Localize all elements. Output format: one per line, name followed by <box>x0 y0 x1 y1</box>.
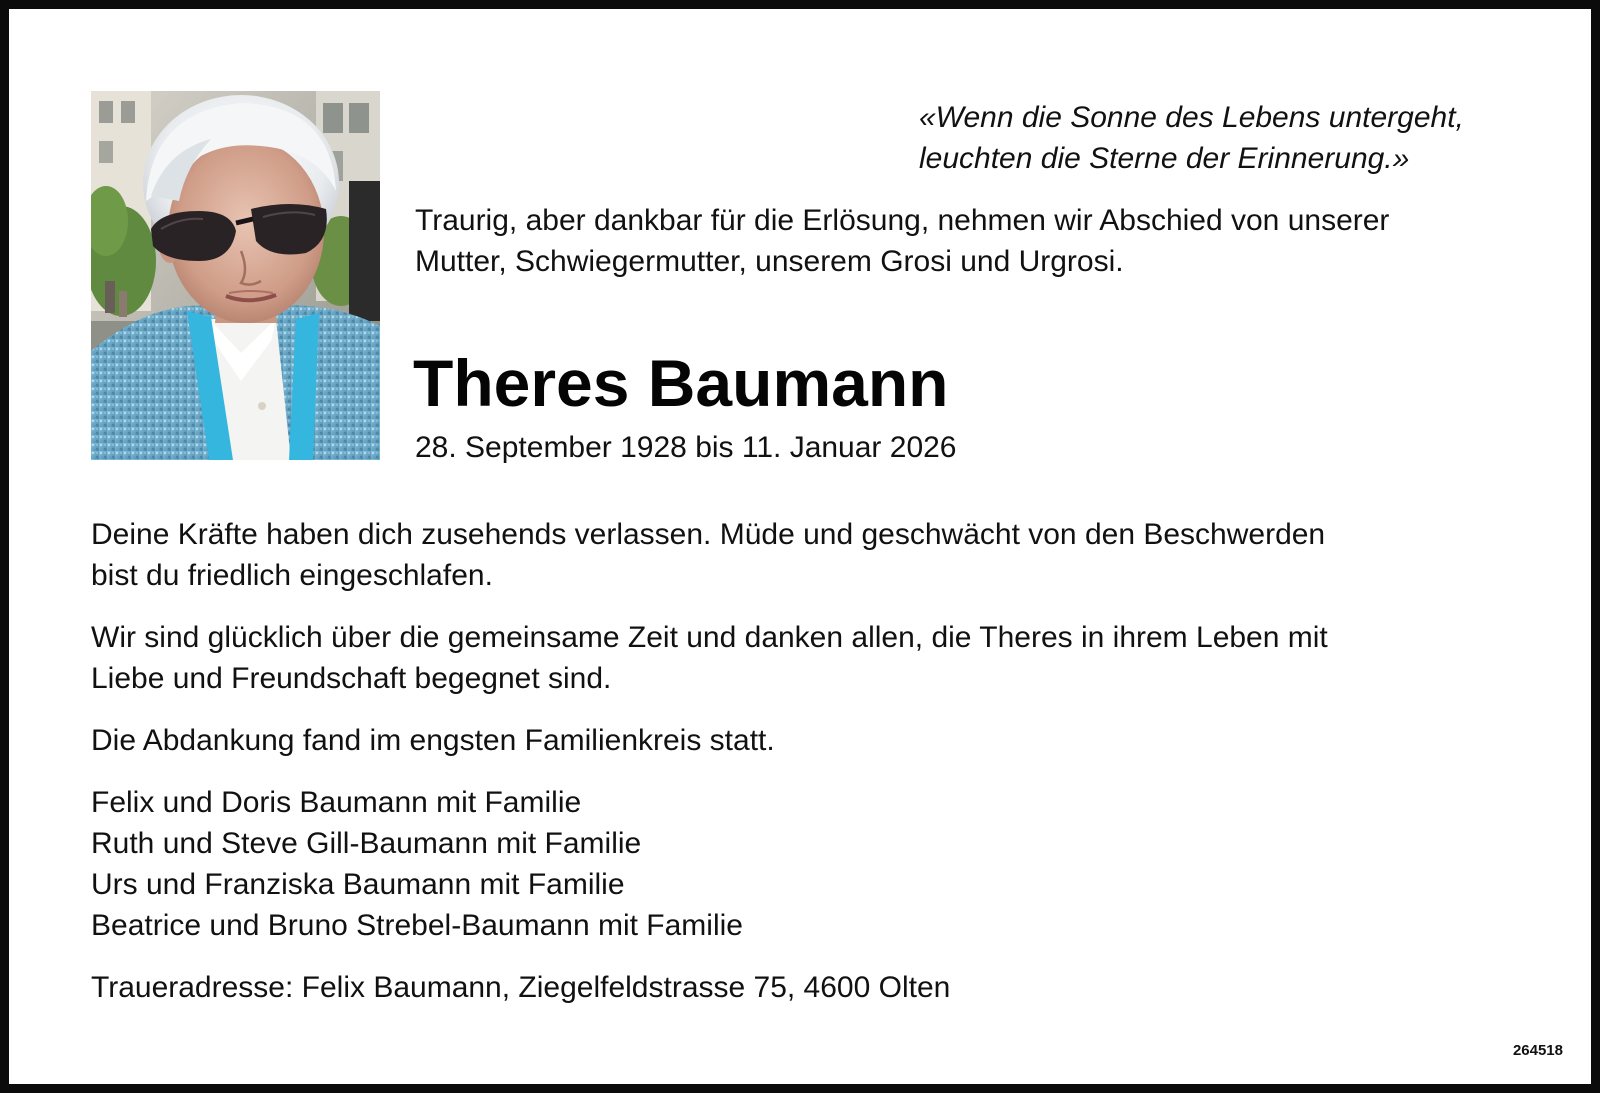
paragraph-line: bist du friedlich eingeschlafen. <box>91 559 493 592</box>
intro-line: Mutter, Schwiegermutter, unserem Grosi und Urgrosi. <box>415 245 1124 278</box>
family-member: Ruth und Steve Gill-Baumann mit Familie <box>91 827 642 860</box>
portrait-photo <box>91 91 380 460</box>
mourning-address: Traueradresse: Felix Baumann, Ziegelfeldstrasse 75, 4600 Olten <box>91 971 951 1004</box>
obituary-body <box>91 514 1541 1008</box>
life-dates: 28. September 1928 bis 11. Januar 2026 <box>415 431 957 464</box>
family-member: Urs und Franziska Baumann mit Familie <box>91 868 625 901</box>
intro-line: Traurig, aber dankbar für die Erlösung, nehmen wir Abschied von unserer <box>415 204 1390 237</box>
family-member: Beatrice und Bruno Strebel-Baumann mit Familie <box>91 909 743 942</box>
family-list <box>91 782 1541 946</box>
paragraph <box>91 720 1541 761</box>
quote-line: «Wenn die Sonne des Lebens untergeht, <box>919 101 1464 134</box>
family-member: Felix und Doris Baumann mit Familie <box>91 786 582 819</box>
paragraph <box>91 514 1541 596</box>
paragraph <box>91 617 1541 699</box>
reference-number: 264518 <box>1512 1042 1563 1059</box>
intro-text <box>415 200 1545 282</box>
deceased-name: Theres Baumann <box>413 346 949 420</box>
paragraph-line: Die Abdankung fand im engsten Familienkreis statt. <box>91 724 775 757</box>
memorial-quote <box>919 97 1539 179</box>
paragraph-line: Liebe und Freundschaft begegnet sind. <box>91 662 612 695</box>
paragraph-line: Deine Kräfte haben dich zusehends verlassen. Müde und geschwächt von den Beschwerden <box>91 518 1326 551</box>
quote-line: leuchten die Sterne der Erinnerung.» <box>919 142 1410 175</box>
paragraph-line: Wir sind glücklich über die gemeinsame Zeit und danken allen, die Theres in ihrem Leben mit <box>91 621 1328 654</box>
